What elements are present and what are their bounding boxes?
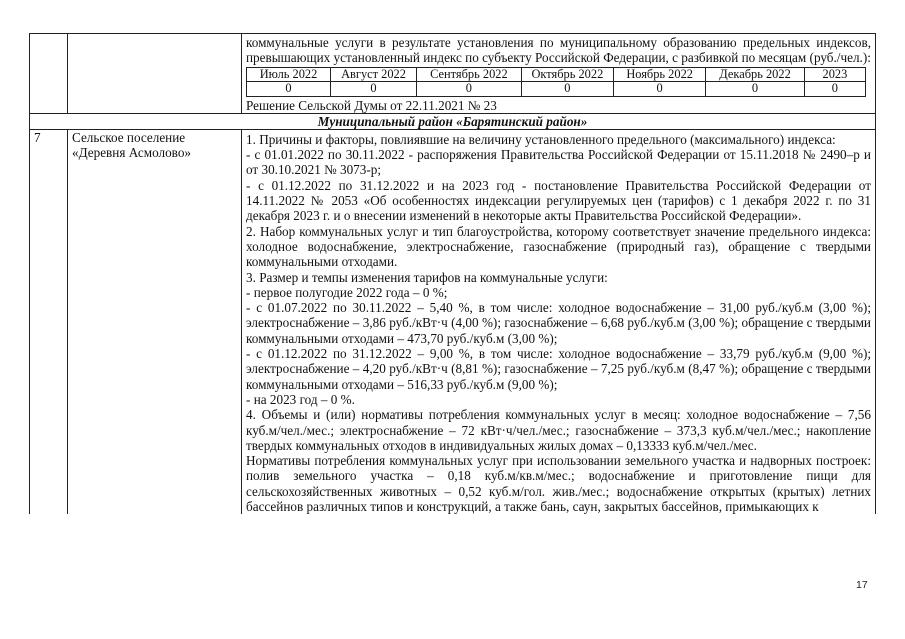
section-title: Муниципальный район «Барятинский район» — [30, 113, 876, 129]
cell-name-empty — [68, 34, 242, 114]
months-value-row — [247, 82, 866, 97]
section-header-row — [30, 113, 876, 129]
month-value: 0 — [330, 82, 416, 97]
month-value: 0 — [247, 82, 331, 97]
month-header: Октябрь 2022 — [521, 67, 613, 82]
cell-number-empty — [30, 34, 68, 114]
month-header: Ноябрь 2022 — [614, 67, 706, 82]
month-value: 0 — [417, 82, 522, 97]
table-row-continued — [30, 34, 876, 114]
month-header: Сентябрь 2022 — [417, 67, 522, 82]
paragraph: - с 01.07.2022 по 30.11.2022 – 5,40 %, в том числе: холодное водоснабжение – 31,00 руб./куб.м (3,00 %); электроснабжение – 3,86 руб./кВт·ч (4,00 %); газоснабжение – 6,68 руб./куб.м (3,00 %); обращение с твердыми коммунальными отходами – 473,70 руб./куб.м (3,00 %); — [246, 300, 871, 346]
paragraph: 2. Набор коммунальных услуг и тип благоустройства, которому соответствует значение предельного индекса: холодное водоснабжение, электроснабжение, газоснабжение (природный газ), обращение с твердыми коммунальными отходами. — [246, 223, 871, 270]
paragraph: 3. Размер и темпы изменения тарифов на коммунальные услуги: — [246, 269, 608, 285]
month-value: 0 — [614, 82, 706, 97]
paragraph: - на 2023 год – 0 %. — [246, 391, 355, 407]
decision-text: Решение Сельской Думы от 22.11.2021 № 23 — [246, 97, 497, 113]
paragraph: - первое полугодие 2022 года – 0 %; — [246, 284, 448, 300]
municipality-name-line2: «Деревня Асмолово» — [72, 145, 192, 161]
municipality-name — [68, 129, 242, 514]
months-table — [246, 67, 866, 97]
month-value: 0 — [706, 82, 805, 97]
months-header-row — [247, 67, 866, 82]
month-header: Август 2022 — [330, 67, 416, 82]
paragraph: 4. Объемы и (или) нормативы потребления коммунальных услуг в месяц: холодное водоснабжение – 7,56 куб.м/чел./мес.; электроснабжение – 72 кВт·ч/чел./мес.; газоснабжение – 373,3 куб.м/чел./мес.; накопление твердых коммунальных отходов в индивидуальных жилых домах – 0,13333 куб.м/чел./мес. — [246, 407, 871, 453]
paragraph: 1. Причины и факторы, повлиявшие на величину установленного предельного (максимального) индекса: — [246, 131, 836, 147]
municipality-name-line1: Сельское поселение — [72, 129, 186, 145]
row-content — [242, 129, 876, 514]
tariff-table — [29, 33, 876, 514]
month-header: 2023 — [804, 67, 865, 82]
month-value: 0 — [521, 82, 613, 97]
page-number: 17 — [856, 579, 868, 591]
month-value: 0 — [804, 82, 865, 97]
paragraph: - с 01.12.2022 по 31.12.2022 и на 2023 год - постановление Правительства Российской Федерации от 14.11.2022 № 2053 «Об особенностях индексации регулируемых цен (тарифов) с 1 декабря 2022 г. по 31 декабря 2023 г. и о внесении изменений в некоторые акты Правительства Российской Федерации». — [246, 177, 871, 224]
paragraph: - с 01.12.2022 по 31.12.2022 – 9,00 %, в том числе: холодное водоснабжение – 33,79 руб./куб.м (9,00 %); электроснабжение – 4,20 руб./кВт·ч (8,81 %); газоснабжение – 7,25 руб./куб.м (8,47 %); обращение с твердыми коммунальными отходами – 516,33 руб./куб.м (9,00 %); — [246, 346, 871, 392]
intro-text: коммунальные услуги в результате установления по муниципальному образованию предельных индексов, превышающих установленный индекс по субъекту Российской Федерации, с разбивкой по месяцам (руб./чел.): — [246, 35, 871, 66]
row-number: 7 — [30, 129, 68, 514]
paragraph: - с 01.01.2022 по 30.11.2022 - распоряжения Правительства Российской Федерации от 15.11.2018 № 2490–р и от 30.10.2021 № 3073-р; — [246, 147, 871, 178]
table-row-7 — [30, 129, 876, 514]
paragraph: Нормативы потребления коммунальных услуг при использовании земельного участка и надворных построек: полив земельного участка – 0,18 куб.м/кв.м/мес.; водоснабжение и приготовление пищи для сельскохозяйственных животных – 0,52 куб.м/гол. жив./мес.; водоснабжение открытых (крытых) летних бассейнов различных типов и конструкций, а также бань, саун, закрытых бассейнов, примыкающих к — [246, 453, 871, 515]
month-header: Декабрь 2022 — [706, 67, 805, 82]
cell-content-continued — [242, 34, 876, 114]
month-header: Июль 2022 — [247, 67, 331, 82]
